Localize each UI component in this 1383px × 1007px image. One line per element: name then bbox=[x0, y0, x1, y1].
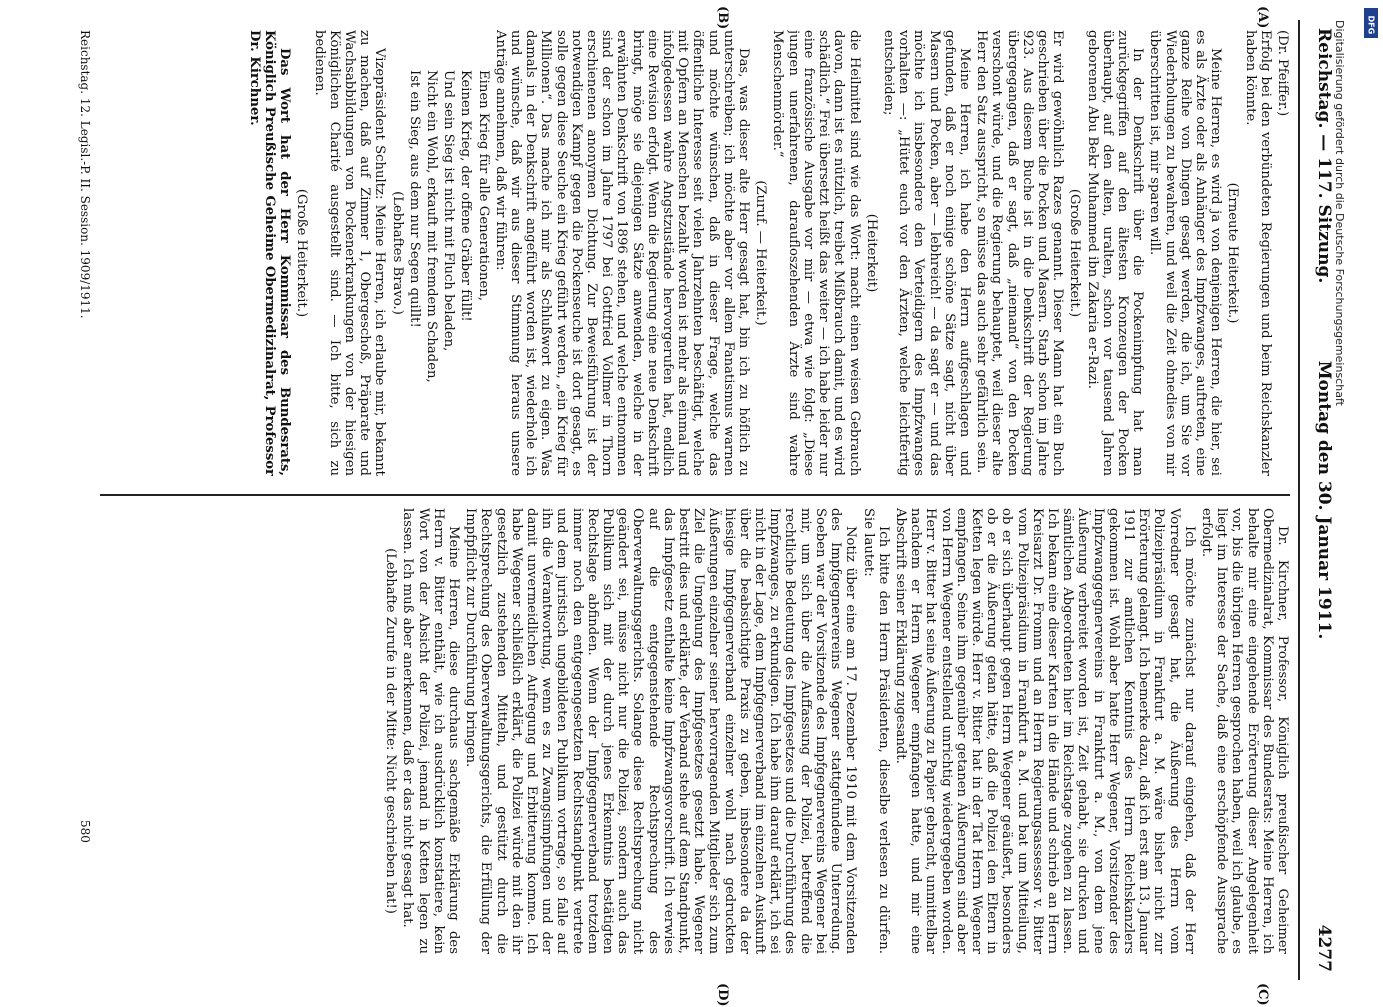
margin-marker-d: (D) bbox=[715, 983, 730, 1007]
paragraph: Erfolg bei den verbündeten Regierungen und beim Reichskanzler haben könnte. bbox=[1242, 30, 1273, 476]
footer-left: Reichstag. 12. Legisl.-P. II. Session. 1909/1911. bbox=[78, 30, 92, 319]
margin-marker-c: (C) bbox=[1255, 983, 1270, 1006]
verse-line: Ist ein Sieg, aus dem nur Segen quillt! bbox=[406, 70, 422, 328]
stage-direction: (Große Heiterkeit.) bbox=[1067, 188, 1083, 318]
paragraph: Er wird gewöhnlich Razes genannt. Dieser Mann hat ein Buch geschrieben über die Pocken und Masern. Starb schon im Jahre 923. Aus diesem Buche ist in die Denkschrift der Regierung übergegangen, daß er sagt, daß „niemand“ von den Pocken verschont würde, und die Regierung behauptet, weil dieser alte Herr den Satz ausspricht, so müsse das auch sehr gefährlich sein. bbox=[974, 30, 1066, 476]
dfg-logo-text: DFG bbox=[1366, 15, 1376, 35]
quoted-notice: Notiz über eine am 17. Dezember 1910 mit dem Vorsitzenden des Impfgegnervereins Wegener stattgefundene Unterredung. Soeben war der Vorsitzende des Impfgegnervereins Wegener bei mir, um sich über die Auffassung der Polizei, betreffend die rechtliche Bedeutung des Impfgesetzes und die Durchführung des Impfzwanges, zu erkundigen. Ich habe ihm darauf erklärt, ich sei nicht in der Lage, dem Impfgegnerverband im einzelnen Auskunft über die beabsichtigte Praxis zu geben, insbesondere da der hiesige Impfgegnerverband einzelner wohl nach gedruckten Äußerungen einzelner seiner hervorragenden Mitglieder sich zum Ziel die Umgehung des Impfgesetzes gesetzt habe. Wegener bestritt dies und erklärte, der Verband stehe auf dem Standpunkt, das Impfgesetz enthalte keine Impfzwangsvorschrift. Ich verwies auf die entgegenstehende Rechtsprechung des Oberverwaltungsgerichts. Solange diese Rechtsprechung nicht geändert sei, müsse nicht nur die Polizei, sondern auch das Publikum sich mit der durch jenes Erkenntnis bestätigten Rechtslage abfinden. Wenn der Impfgegnerverband trotzdem immer noch den entgegengesetzten Rechtsstandpunkt vertrete und dem juristisch ungebildeten Publikum vortrage, so falle auf ihn die Verantwortung, wenn es zu Zwangsimpfungen und der damit unvermeidlichen Aufregung und Erbitterung komme. Ich habe Wegener schließlich erklärt, die Polizei würde mit den ihr gesetzlich zustehenden Mitteln, und gestützt durch die Rechtsprechung des Oberverwaltungsgerichts, die Erfüllung der Impfpflicht zur Durchführung bringen. bbox=[463, 508, 859, 954]
margin-marker-a: (A) bbox=[1255, 6, 1270, 29]
stage-direction: (Zuruf. — Heiterkeit.) bbox=[753, 180, 769, 326]
footer-page-number: 580 bbox=[78, 820, 92, 843]
header-rule bbox=[1298, 20, 1300, 980]
stage-direction: (Lebhaftes Bravo.) bbox=[389, 191, 405, 315]
header-date: Montag den 30. Januar 1911. bbox=[1314, 360, 1334, 640]
page-number: 4277 bbox=[1314, 924, 1334, 972]
paragraph: Vizepräsident Schultz: Meine Herren, ich erlaube mir, bekannt zu machen, daß auf Zimmer 1, Obergeschoß, Präparate und Wachsabbildungen von Pockenerkrankungen von der hiesigen Königlichen Charité ausgestellt sind. — Ich bitte, sich zu bedienen. bbox=[311, 30, 388, 476]
stage-direction: (Heiterkeit) bbox=[863, 213, 879, 293]
paragraph: Das, was dieser alte Herr gesagt hat, bin ich zu höflich zu unterschreiben; ich möchte aber vor allem Fanatismus warnen und möchte wünschen, daß in dieser Frage, welche das öffentliche Interesse seit vielen Jahrzehnten beschäftigt, welche mit Opfern an Menschen bezahlt worden ist mehr als einmal und infolgedessen wahre Angstzustände hervorgerufen hat, endlich eine Revision erfolgt. Wenn die Regierung eine neue Denkschrift bringt, möge sie diejenigen Sätze anwenden, welche in der erwähnten Denkschrift von 1896 stehen, und welche entnommen sind der schon im Jahre 1797 bei Gottfried Vollmer in Thorn erschienenen anonymen Dichtung. Zur Beweisführung ist der notwendigen Kampf gegen die Pockenseuche ist dort gesagt, es solle gegen diese Seuche ein Krieg geführt werden, „ein Krieg für Millionen“. Das mache ich mir als Schlußwort zu eigen. Was damals in der Denkschrift angeführt worden ist, wiederhole ich und wünsche, daß wir aus dieser Stimmung heraus unsere Anträge annehmen, daß wir führen: bbox=[492, 30, 752, 476]
document-page bbox=[50, 6, 1340, 1007]
paragraph: Meine Herren, ich habe den Herrn aufgeschlagen und gefunden, daß er noch einige schöne Sätze sagt, nicht über Masern und Pocken, aber — lebhreich! — da sagt er — und das möchte ich insbesondere den Verteidigern des Impfzwanges vorhalten —: „Hütet euch vor den Ärzten, welche leichtfertig entscheiden; bbox=[880, 30, 972, 476]
paragraph: die Heilmittel sind wie das Wort: macht einen weisen Gebrauch davon, dann ist es nützlich, treibet Mißbrauch damit, und es wird schädlich.“ Frei übersetzt heißt das weiter — ich habe leider nur eine französische Ausgabe vor mir — etwa wie folgt: „Diese jungen unerfahrenen, daraufloszehenden Ärzte sind wahre Menschenmörder.“ bbox=[770, 30, 862, 476]
verse-line: Und sein Sieg ist nicht mit Fluch beladen, bbox=[441, 70, 457, 352]
verse-line: Keinen Krieg, der offene Gräber füllt! bbox=[458, 70, 474, 322]
right-column bbox=[100, 508, 1290, 954]
verse-line: Einen Krieg für alle Generationen, bbox=[475, 70, 491, 302]
dfg-logo bbox=[1364, 8, 1378, 38]
stage-direction: (Erneute Heiterkeit.) bbox=[1225, 182, 1241, 324]
paragraph: Ich möchte zunächst nur darauf eingehen, daß der Herr Vorredner gesagt hat, die Äußerung des Herrn vom Polizeipräsidium in Frankfurt a. M. wäre bisher nicht zur Erörterung gelangt. Ich bemerke dazu, daß ich erst am 13. Januar 1911 zur amtlichen Kenntnis des Herrn Reichskanzlers gekommen ist. Wohl aber hatte Herr Wegener, Vorsitzender des Impfzwanggegnervereins in Frankfurt a. M., von dem jene Äußerung verbreitet worden ist, Zeit gehabt, sie drucken und sämtlichen Abgeordneten hier im Reichstage zugehen zu lassen. Ich bekam eine dieser Karten in die Hände und schrieb an Herrn Kreisarzt Dr. Fromm und an Herrn Regierungsassessor v. Bitter vom Polizeipräsidium in Frankfurt a. M. und bat um Mitteilung, ob er sich überhaupt gegen Herrn Wegener geäußert, besonders ob er die Äußerung getan hätte, daß die Polizei den Eltern in Ketten legen würde. Herr v. Bitter hat in der Tat Herrn Wegener empfangen. Seine ihm gegenüber getanen Äußerungen sind aber von Herrn Wegener entstellend unrichtig wiedergegeben worden. Herr v. Bitter hat seine Äußerung zu Papier gebracht, unmittelbar nachdem er Herrn Wegener empfangen hatte, und mir eine Abschrift seiner Erklärung zugesandt. bbox=[892, 508, 1197, 954]
column-divider bbox=[100, 494, 1290, 496]
left-column bbox=[100, 30, 1290, 476]
paragraph: Meine Herren, es wird ja von denjenigen Herren, die hier, sei es als Ärzte oder als Anhänger des Impfzwanges, auftreten, eine ganze Reihe von Dingen gesagt werden, die ich, um Sie vor Wiederholungen zu bewahren, und weil die Zeit ohnedies von mir überschritten ist, mir sparen will. bbox=[1147, 30, 1224, 476]
paragraph: Ich bitte den Herrn Präsidenten, dieselbe verlesen zu dürfen. Sie lautet: bbox=[860, 508, 891, 954]
speaker-note: (Dr. Pfeiffer.) bbox=[1275, 30, 1290, 117]
verse-line: Nicht ein Wohl, erkauft mit fremdem Schaden, bbox=[424, 70, 440, 383]
margin-marker-b: (B) bbox=[715, 6, 730, 30]
stage-direction: (Lebhafte Zurufe in der Mitte: Nicht geschrieben hat!) bbox=[383, 548, 399, 914]
paragraph: In der Denkschrift über die Pockenimpfung hat man zurückgegriffen auf den ältesten Kronzeugen der Pocken überhaupt, auf den alten, uralten, schon vor tausend Jahren geborenen Abu Bekr Muhammed ibn Zakaria er-Razi. bbox=[1084, 30, 1146, 476]
stage-direction: (Große Heiterkeit.) bbox=[294, 188, 310, 318]
paragraph: Dr. Kirchner, Professor, Königlich preußischer Geheimer Obermedizinalrat, Kommissar des Bundesrats: Meine Herren, ich behalte mir eine eingehende Erörterung dieser Angelegenheit vor, bis die übrigen Herren gesprochen haben, weil ich glaube, es liegt im Interesse der Sache, daß eine erschöpfende Aussprache erfolgt. bbox=[1198, 508, 1290, 954]
header-left: Reichstag. — 117. Sitzung. bbox=[1314, 28, 1334, 284]
digitization-credit: Digitalisierung gefördert durch die Deutsche Forschungsgemeinschaft bbox=[1333, 20, 1346, 406]
paragraph: Meine Herren, diese durchaus sachgemäße Erklärung des Herrn v. Bitter enthält, wie ich ausdrücklich konstatiere, kein Wort von der Absicht der Polizei, jemand in Ketten legen zu lassen. Ich muß aber anerkennen, daß er das nicht gesagt hat. bbox=[400, 508, 462, 954]
paragraph: Das Wort hat der Herr Kommissar des Bundesrats, Königlich Preußische Geheime Obermedizinalrat, Professor Dr. Kirchner. bbox=[246, 30, 293, 476]
